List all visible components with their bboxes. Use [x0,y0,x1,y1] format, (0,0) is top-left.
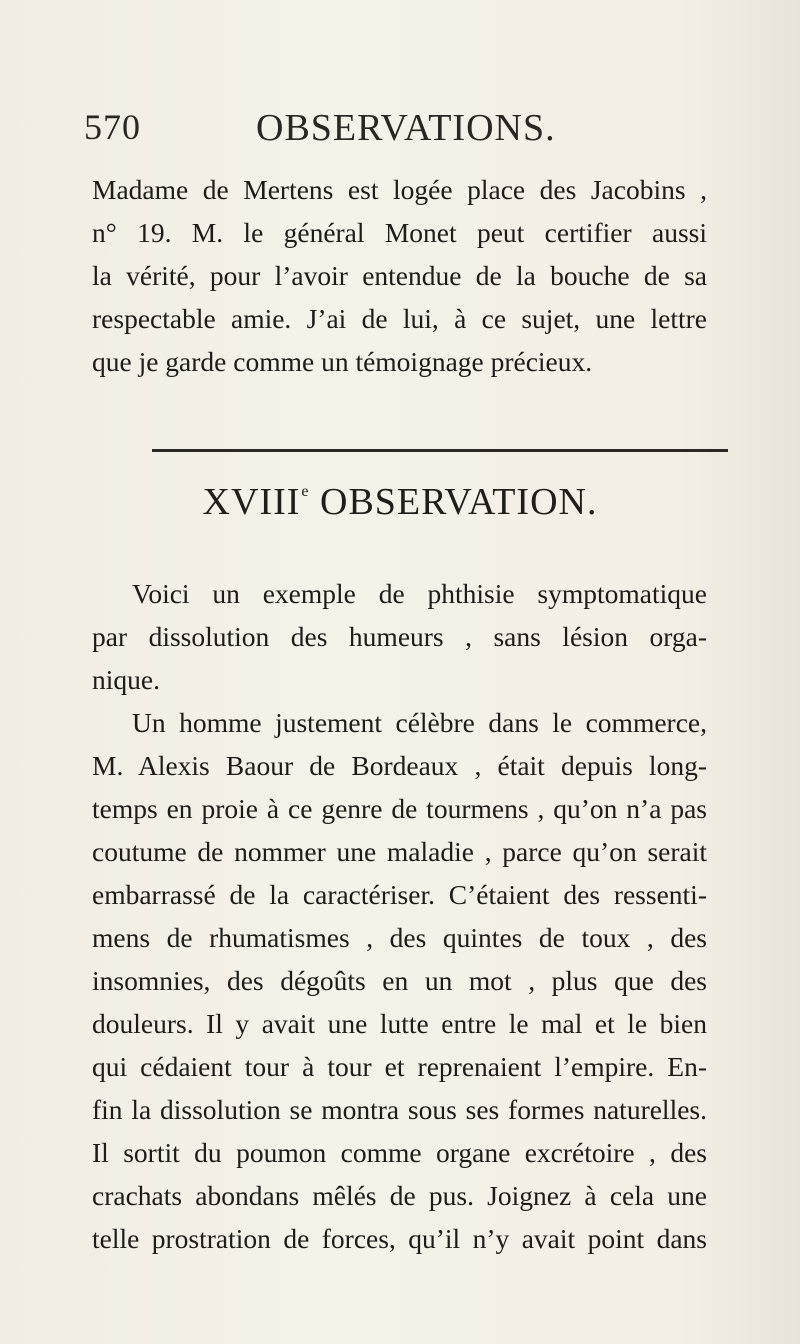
text-line: la vérité, pour l’avoir entendue de la bouche de sa [92,260,707,291]
section-title-text: OBSERVATION. [320,481,598,523]
text-line: Un homme justement célèbre dans le commerce, [132,707,707,738]
paragraph-continuation [92,168,707,383]
text-line: que je garde comme un témoignage précieux. [92,346,593,377]
text-line: telle prostration de forces, qu’il n’y avait point dans [92,1223,707,1254]
text-line: fin la dissolution se montra sous ses formes naturelles. [92,1094,707,1125]
text-line: insomnies, des dégoûts en un mot , plus que des [92,965,707,996]
text-line: M. Alexis Baour de Bordeaux , était depuis long- [92,750,707,781]
text-line: crachats abondans mêlés de pus. Joignez à cela une [92,1180,707,1211]
section-divider [152,449,728,452]
text-line: nique. [92,664,160,695]
text-line: qui cédaient tour à tour et reprenaient l’empire. En- [92,1051,707,1082]
observation-body [92,572,707,1260]
text-line: par dissolution des humeurs , sans lésion orga- [92,621,707,652]
text-line: n° 19. M. le général Monet peut certifier aussi [92,217,707,248]
text-line: Madame de Mertens est logée place des Jacobins , [92,174,707,205]
text-line: Il sortit du poumon comme organe excrétoire , des [92,1137,707,1168]
text-line: embarrassé de la caractériser. C’étaient des ressenti- [92,879,707,910]
text-line: temps en proie à ce genre de tourmens , qu’on n’a pas [92,793,707,824]
text-line: mens de rhumatismes , des quintes de toux , des [92,922,707,953]
text-line: Voici un exemple de phthisie symptomatique [132,578,707,609]
running-head: OBSERVATIONS. [256,107,556,149]
section-heading [0,480,800,524]
text-line: respectable amie. J’ai de lui, à ce sujet, une lettre [92,303,707,334]
section-numeral-superscript: e [301,483,310,500]
text-line: douleurs. Il y avait une lutte entre le mal et le bien [92,1008,707,1039]
page-header [84,100,734,152]
text-line: coutume de nommer une maladie , parce qu’on serait [92,836,707,867]
page-number: 570 [84,107,141,147]
section-numeral: XVIII [202,481,301,523]
